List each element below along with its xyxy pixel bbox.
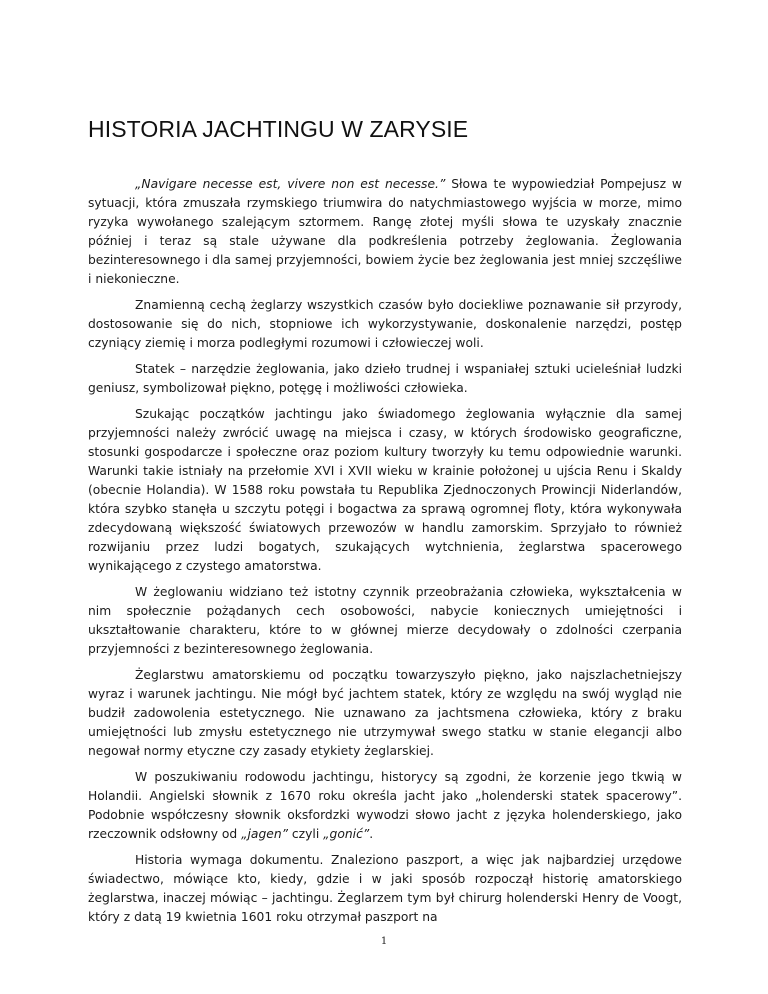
paragraph-7-text: W poszukiwaniu rodowodu jachtingu, historycy są zgodni, że korzenie jego tkwią w Holandii. Angielski słownik z 1670 roku określa jacht jako „holenderski statek spacerowy”. Podobnie współczesny słownik oksfordzki wywodzi słowo jacht z języka holenderskiego, jako rzeczownik odsłowny od (88, 770, 682, 841)
paragraph-7-end: . (369, 827, 374, 841)
paragraph-7 (88, 768, 682, 844)
paragraph-3: Statek – narzędzie żeglowania, jako dzieło trudnej i wspaniałej sztuki ucieleśniał ludzki geniusz, symbolizował piękno, potęgę i możliwości człowieka. (88, 362, 682, 395)
paragraph-4: Szukając początków jachtingu jako świadomego żeglowania wyłącznie dla samej przyjemności należy zwrócić uwagę na miejsca i czasy, w których środowisko geograficzne, stosunki gospodarcze i społeczne oraz poziom kultury tworzyły ku temu odpowiednie warunki. Warunki takie istniały na przełomie XVI i XVII wieku w krainie położonej u ujścia Renu i Skaldy (obecnie Holandia). W 1588 roku powstała tu Republika Zjednoczonych Prowincji Niderlandów, która szybko stanęła u szczytu potęgi i bogactwa za sprawą ogromnej floty, która wykonywała zdecydowaną większość światowych przewozów w handlu zamorskim. Sprzyjało to również rozwijaniu przez ludzi bogatych, szukających wytchnienia, żeglarstwa spacerowego wynikającego z czystego amatorstwa. (88, 407, 682, 573)
paragraph-7-mid: czyli (288, 827, 324, 841)
document-title: HISTORIA JACHTINGU W ZARYSIE (88, 116, 469, 142)
page-number: 1 (380, 936, 388, 947)
paragraph-1 (88, 175, 682, 289)
word-jagen: „jagen” (241, 827, 288, 841)
paragraph-6: Żeglarstwu amatorskiemu od początku towarzyszyło piękno, jako najszlachetniejszy wyraz i warunek jachtingu. Nie mógł być jachtem statek, który ze względu na swój wygląd nie budził zadowolenia estetycznego. Nie uznawano za jachtsmena człowieka, który z braku umiejętności lub zmysłu estetycznego nie utrzymywał swego statku w stanie elegancji albo negował normy etyczne czy zasady etykiety żeglarskiej. (88, 668, 682, 758)
document-body (88, 175, 682, 934)
paragraph-1-text: Słowa te wypowiedział Pompejusz w sytuacji, która zmuszała rzymskiego triumwira do natychmiastowego wyjścia w morze, mimo ryzyka wywołanego szalejącym sztormem. Rangę złotej myśli słowa te uzyskały znacznie później i teraz są stale używane dla podkreślenia potrzeby żeglowania. Żeglowania bezinteresownego i dla samej przyjemności, bowiem życie bez żeglowania jest mniej szczęśliwe i niekonieczne. (88, 177, 682, 286)
paragraph-8: Historia wymaga dokumentu. Znaleziono paszport, a więc jak najbardziej urzędowe świadectwo, mówiące kto, kiedy, gdzie i w jaki sposób rozpoczął historię amatorskiego żeglarstwa, inaczej mówiąc – jachtingu. Żeglarzem tym był chirurg holenderski Henry de Voogt, który z datą 19 kwietnia 1601 roku otrzymał paszport na (88, 853, 682, 924)
latin-quote: „Navigare necesse est, vivere non est necesse.” (135, 177, 446, 191)
paragraph-5: W żeglowaniu widziano też istotny czynnik przeobrażania człowieka, wykształcenia w nim społecznie pożądanych cech osobowości, nabycie koniecznych umiejętności i ukształtowanie charakteru, które to w głównej mierze decydowały o zdolności czerpania przyjemności z bezinteresownego żeglowania. (88, 585, 682, 656)
word-gonic: „gonić” (323, 827, 370, 841)
paragraph-2: Znamienną cechą żeglarzy wszystkich czasów było dociekliwe poznawanie sił przyrody, dostosowanie się do nich, stopniowe ich wykorzystywanie, doskonalenie narzędzi, postęp czyniący ziemię i morza podległymi rozumowi i człowieczej woli. (88, 298, 682, 350)
